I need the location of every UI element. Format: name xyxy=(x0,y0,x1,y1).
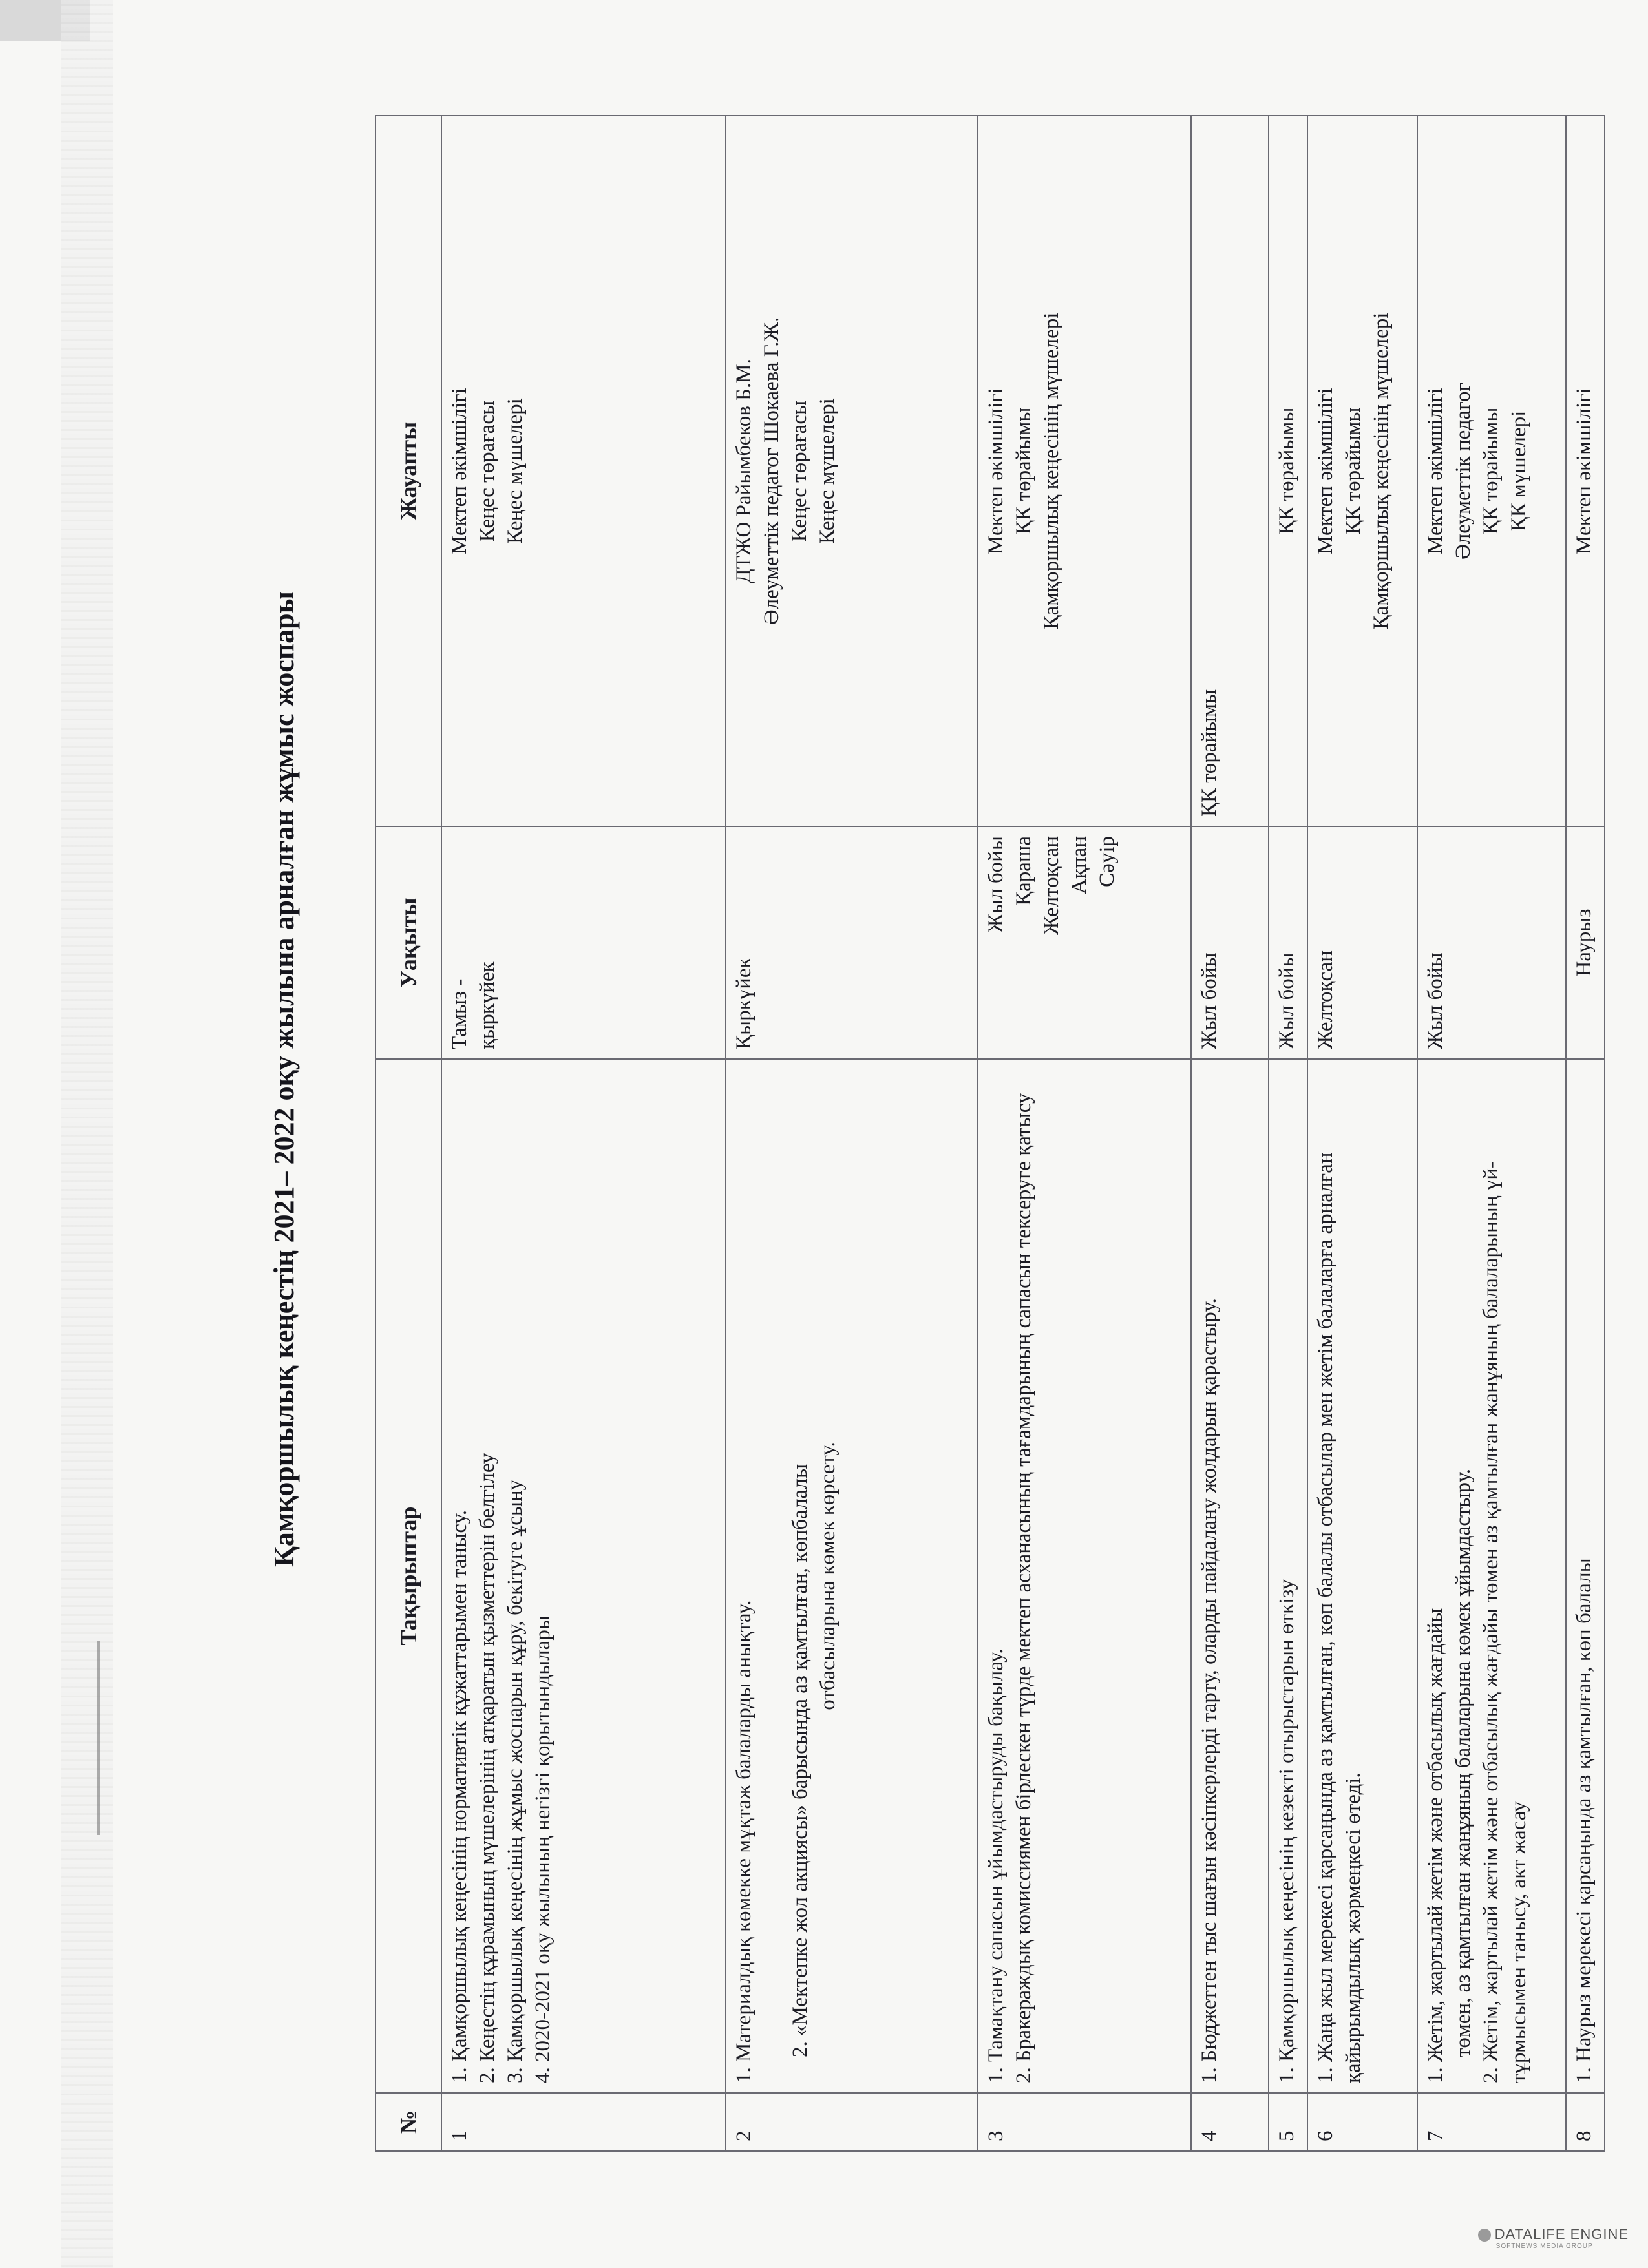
work-plan-table xyxy=(375,115,1605,2152)
topic-line: 3. Қамқоршылық кеңесінің жұмыс жоспарын құру, бекітуге ұсыну xyxy=(503,1479,527,2083)
row-topic xyxy=(441,1059,726,2093)
row-topic xyxy=(1566,1059,1605,2093)
topic-line: 2. Бракераждық комиссиямен бірлескен түрде мектеп асханасының тағамдарының сапасын тексеруге қатысу xyxy=(1011,1093,1035,2083)
watermark-brand: DATALIFE ENGINE xyxy=(1494,2226,1629,2242)
topic-line: төмен, аз қамтылған жанұяның балаларына көмек ұйымдастыру. xyxy=(1451,1468,1475,2057)
topic-line: 1. Қамқоршылық кеңесінің кезекті отырыстарын өткізу xyxy=(1275,1579,1298,2083)
table-row xyxy=(1417,116,1566,2151)
scan-mark xyxy=(97,1641,100,1835)
scan-border-noise xyxy=(61,0,113,2268)
table-row xyxy=(978,116,1191,2151)
topic-line: 1. Жаңа жыл мерекесі қарсаңында аз қамтылған, көп балалы отбасылар мен жетім балаларға арналған қайырымдылық жәрмеңкесі өтеді. xyxy=(1314,1152,1365,2083)
row-time xyxy=(1307,826,1417,1059)
row-number: 4 xyxy=(1191,2093,1269,2151)
time-line: Жыл бойы xyxy=(1424,952,1447,1049)
watermark-tagline: SOFTNEWS MEDIA GROUP xyxy=(1495,2243,1593,2250)
table-header-row xyxy=(375,116,441,2151)
time-line: Желтоқсан xyxy=(1039,836,1063,935)
table-row xyxy=(1566,116,1605,2151)
row-number: 7 xyxy=(1417,2093,1566,2151)
resp-line: Мектеп әкімшілігі xyxy=(1424,388,1447,554)
resp-line: ДТЖО Райымбеков Б.М. xyxy=(732,359,755,583)
resp-line: ҚК төрайымы xyxy=(1275,407,1298,535)
header-time: Уақыты xyxy=(375,826,441,1059)
row-number: 5 xyxy=(1269,2093,1307,2151)
resp-line: Кеңес төрағасы xyxy=(475,400,499,542)
header-topic: Тақырыптар xyxy=(375,1059,441,2093)
topic-line: 2. Кеңестің құрамының мүшелерінің атқаратын қызметтерін белгілеу xyxy=(475,1453,499,2083)
row-topic xyxy=(1307,1059,1417,2093)
row-number: 3 xyxy=(978,2093,1191,2151)
time-line: Сәуір xyxy=(1095,836,1119,887)
row-topic xyxy=(1269,1059,1307,2093)
topic-line: 1. Қамқоршылық кеңесінің нормативтік құжаттарымен танысу. xyxy=(448,1509,471,2083)
row-responsible xyxy=(1307,116,1417,826)
resp-line: Кеңес мүшелері xyxy=(503,398,527,544)
topic-line: 1. Тамақтану сапасын ұйымдастыруды бақылау. xyxy=(984,1648,1008,2083)
table-row xyxy=(441,116,726,2151)
row-responsible xyxy=(1269,116,1307,826)
row-responsible xyxy=(1566,116,1605,826)
resp-line: ҚК мүшелері xyxy=(1506,410,1530,532)
row-number: 8 xyxy=(1566,2093,1605,2151)
time-line: Желтоқсан xyxy=(1314,950,1337,1049)
row-time xyxy=(441,826,726,1059)
resp-line: Қамқоршылық кеңесінің мүшелері xyxy=(1369,312,1393,630)
row-topic xyxy=(1417,1059,1566,2093)
header-responsible: Жауапты xyxy=(375,116,441,826)
row-number: 2 xyxy=(726,2093,978,2151)
time-line: Ақпан xyxy=(1067,836,1091,894)
resp-line: Кеңес төрағасы xyxy=(787,400,811,542)
resp-line: ҚК төрайымы xyxy=(1011,407,1035,535)
resp-line: Мектеп әкімшілігі xyxy=(1572,388,1596,554)
resp-line: Мектеп әкімшілігі xyxy=(984,388,1008,554)
resp-line: ҚК төрайымы xyxy=(1198,689,1221,817)
resp-line: Мектеп әкімшілігі xyxy=(448,388,471,554)
time-line: Жыл бойы xyxy=(1275,952,1298,1049)
resp-line: Әлеуметтік педагог xyxy=(1451,382,1475,560)
topic-line: 1. Наурыз мерекесі қарсаңында аз қамтылған, көп балалы xyxy=(1572,1558,1596,2083)
logo-icon xyxy=(1478,2229,1491,2242)
row-responsible xyxy=(1191,116,1269,826)
resp-line: Мектеп әкімшілігі xyxy=(1314,388,1337,554)
row-responsible xyxy=(726,116,978,826)
time-line: Наурыз xyxy=(1572,908,1596,977)
row-time xyxy=(1191,826,1269,1059)
document-title: Қамқоршылық кеңестің 2021– 2022 оқу жылына арналған жұмыс жоспары xyxy=(268,591,300,1568)
resp-line: Қамқоршылық кеңесінің мүшелері xyxy=(1039,312,1063,630)
row-number: 6 xyxy=(1307,2093,1417,2151)
document-page xyxy=(239,0,1648,2158)
row-time xyxy=(978,826,1191,1059)
time-line: қыркүйек xyxy=(475,961,499,1049)
topic-line: отбасыларына көмек көрсету. xyxy=(816,1442,840,1710)
row-time xyxy=(1269,826,1307,1059)
topic-line: 1. Жетім, жартылай жетім және отбасылық жағдайы xyxy=(1424,1608,1447,2083)
table-row xyxy=(1191,116,1269,2151)
topic-line: 2. Жетім, жартылай жетім және отбасылық жағдайы төмен аз қамтылған жанұяның балаларының үй-тұрмысымен танысу, акт жасау xyxy=(1479,1161,1530,2083)
table-row xyxy=(726,116,978,2151)
topic-line: 1. Материалдық көмекке мұқтаж балаларды анықтау. xyxy=(732,1600,755,2083)
header-no: № xyxy=(375,2093,441,2151)
resp-line: ҚК төрайымы xyxy=(1341,407,1365,535)
time-line: Тамыз - xyxy=(448,978,471,1049)
time-line: Жыл бойы xyxy=(1198,952,1221,1049)
row-time xyxy=(1566,826,1605,1059)
time-line: Жыл бойы xyxy=(984,836,1008,933)
row-topic xyxy=(1191,1059,1269,2093)
time-line: Қараша xyxy=(1011,836,1035,906)
row-responsible xyxy=(1417,116,1566,826)
row-responsible xyxy=(978,116,1191,826)
row-responsible xyxy=(441,116,726,826)
topic-line: 1. Бюджеттен тыс шағын кәсіпкерлерді тарту, оларды пайдалану жолдарын қарастыру. xyxy=(1198,1298,1221,2083)
row-topic xyxy=(978,1059,1191,2093)
time-line: Қыркүйек xyxy=(732,958,755,1049)
datalife-engine-watermark xyxy=(1478,2226,1629,2250)
row-time xyxy=(726,826,978,1059)
table-row xyxy=(1307,116,1417,2151)
row-topic xyxy=(726,1059,978,2093)
topic-line: 4. 2020-2021 оқу жылының негізгі қорытындылары xyxy=(531,1615,555,2083)
resp-line: ҚК төрайымы xyxy=(1479,407,1503,535)
table-row xyxy=(1269,116,1307,2151)
resp-line: Кеңес мүшелері xyxy=(815,398,839,544)
row-time xyxy=(1417,826,1566,1059)
resp-line: Әлеуметтік педагог Шокаева Г.Ж. xyxy=(759,317,783,625)
topic-line: 2. «Мектепке жол акциясы» барысында аз қамтылған, көпбалалы xyxy=(788,1464,812,2057)
row-number: 1 xyxy=(441,2093,726,2151)
